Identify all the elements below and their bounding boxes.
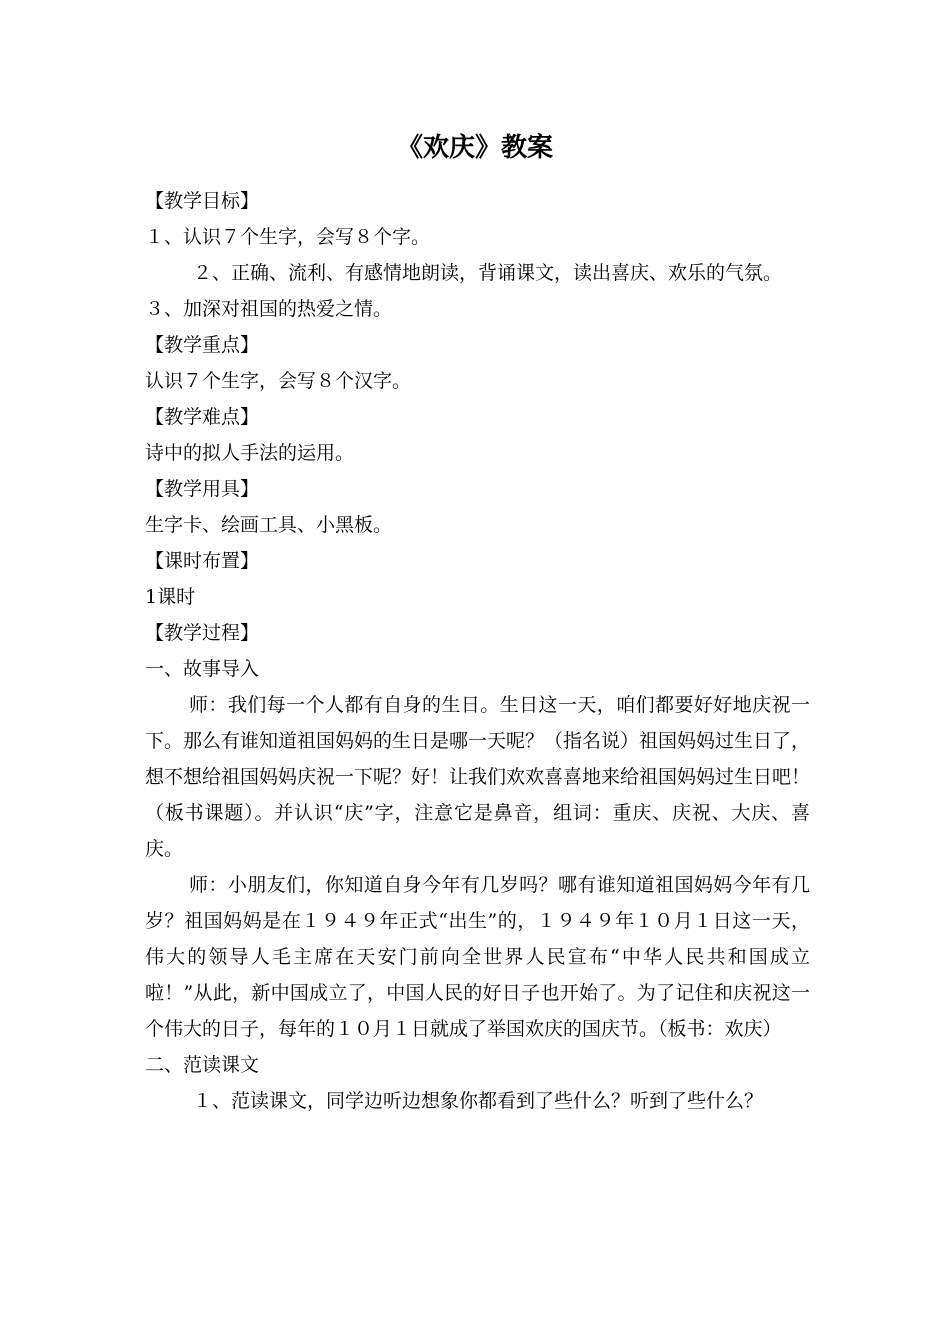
section-heading-key-points: 【教学重点】: [145, 334, 260, 356]
process-part1-heading: 一、故事导入: [145, 658, 260, 680]
goal-item: ２、正确、流利、有感情地朗读，背诵课文，读出喜庆、欢乐的气氛。: [193, 262, 783, 284]
schedule-text: 1课时: [145, 586, 196, 608]
section-heading-process: 【教学过程】: [145, 622, 260, 644]
difficulties-text: 诗中的拟人手法的运用。: [145, 442, 355, 464]
section-heading-schedule: 【课时布置】: [145, 550, 260, 572]
goal-item: ３、加深对祖国的热爱之情。: [145, 298, 393, 320]
process-paragraph: 师：我们每一个人都有自身的生日。生日这一天，咱们都要好好地庆祝一下。那么有谁知道祖国妈妈的生日是哪一天呢？（指名说）祖国妈妈过生日了，想不想给祖国妈妈庆祝一下呢？好！让我们欢欢喜喜地来给祖国妈妈过生日吧！（板书课题）。并认识“庆”字，注意它是鼻音，组词：重庆、庆祝、大庆、喜庆。: [145, 694, 811, 860]
section-heading-difficulties: 【教学难点】: [145, 406, 260, 428]
key-points-text: 认识７个生字，会写８个汉字。: [145, 370, 412, 392]
document-body: [145, 183, 810, 1119]
process-part2-heading: 二、范读课文: [145, 1054, 260, 1076]
tools-text: 生字卡、绘画工具、小黑板。: [145, 514, 393, 536]
goal-item: １、认识７个生字，会写８个字。: [145, 226, 431, 248]
section-heading-goals: 【教学目标】: [145, 190, 260, 212]
document-title: 《欢庆》教案: [396, 133, 553, 163]
section-heading-tools: 【教学用具】: [145, 478, 260, 500]
process-paragraph: 师：小朋友们，你知道自身今年有几岁吗？哪有谁知道祖国妈妈今年有几岁？祖国妈妈是在１９４９年正式“出生”的，１９４９年１０月１日这一天，伟大的领导人毛主席在天安门前向全世界人民宣布“中华人民共和国成立啦！”从此，新中国成立了，中国人民的好日子也开始了。为了记住和庆祝这一个伟大的日子，每年的１０月１日就成了举国欢庆的国庆节。（板书：欢庆）: [145, 874, 810, 1040]
process-paragraph: １、范读课文，同学边听边想象你都看到了些什么？听到了些什么？: [193, 1090, 764, 1112]
